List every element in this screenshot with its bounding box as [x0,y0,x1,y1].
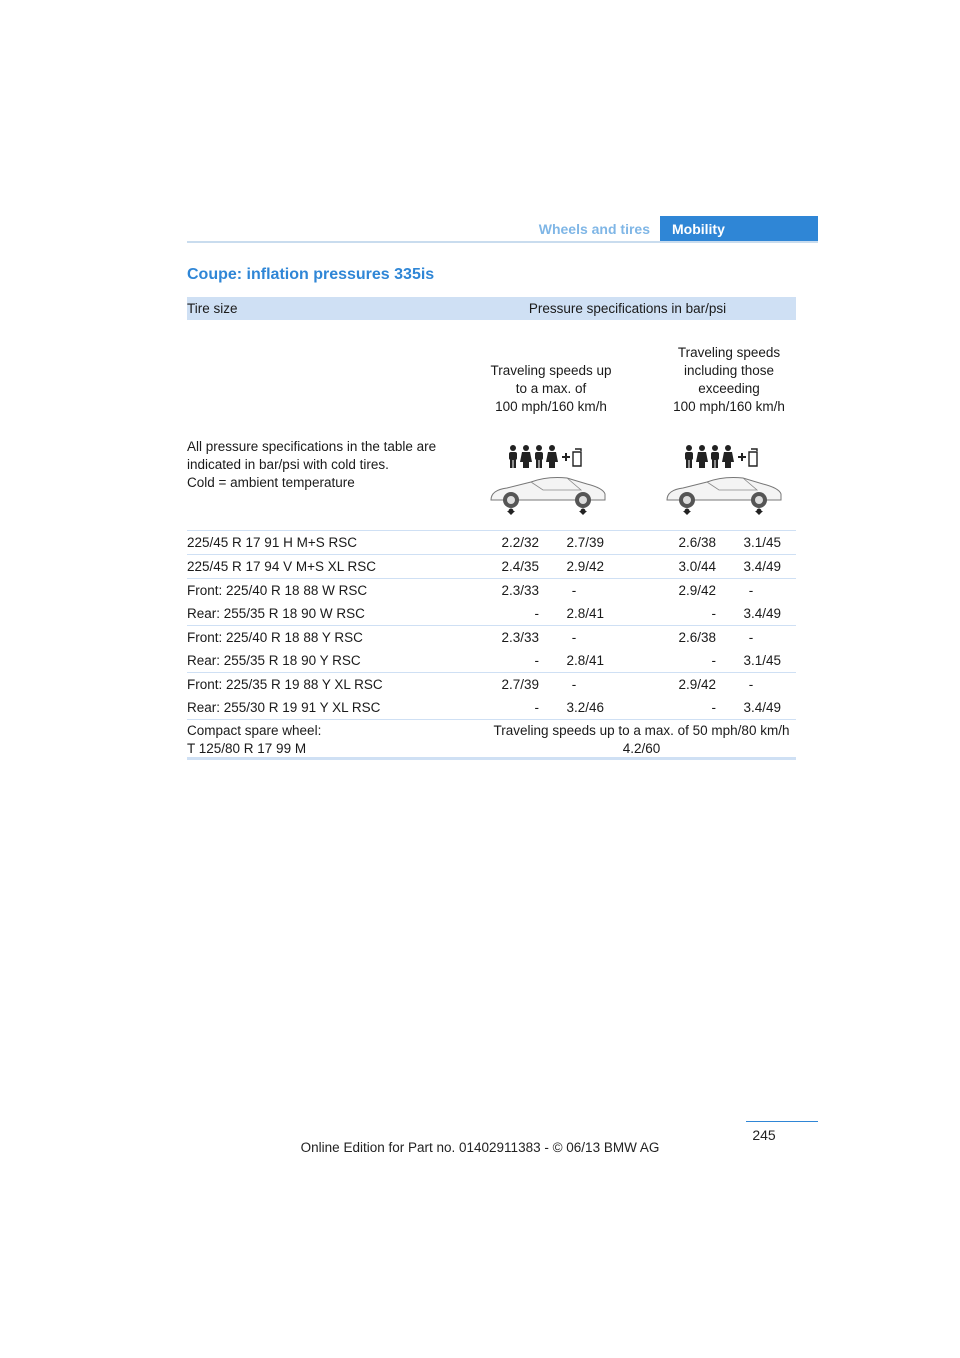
table-row [187,672,796,696]
speed-label-normal [481,362,621,416]
page-number: 245 [752,1127,776,1143]
table-row [187,602,796,625]
pressure-value: - [748,677,754,692]
spare-pressure: 4.2/60 [622,741,661,756]
header-section-label: Wheels and tires [538,221,650,237]
tire-size: Rear: 255/30 R 19 91 Y XL RSC [187,700,381,715]
footer-edition: Online Edition for Part no. 01402911383 - © 06/13 BMW AG [300,1140,660,1155]
pressure-value: - [711,606,716,621]
pressure-value: 3.4/49 [743,700,781,715]
header-rule [187,241,818,243]
pressure-value: 2.9/42 [566,559,604,574]
pressure-value: - [571,583,577,598]
note-line: Cold = ambient temperature [187,475,355,490]
spare-wheel-spec [487,722,796,758]
table-row [187,649,796,672]
pressure-value: 3.4/49 [743,606,781,621]
note-line: indicated in bar/psi with cold tires. [187,457,389,472]
tire-size: Front: 225/35 R 19 88 Y XL RSC [187,677,383,692]
speed-label-high-line: Traveling speeds [677,345,781,360]
pressure-value: 2.3/33 [501,630,539,645]
speed-label-high-line: exceeding [698,381,760,396]
pressure-value: 2.2/32 [501,535,539,550]
table-subheader [187,320,796,530]
pressure-value: 2.8/41 [566,606,604,621]
pressure-value: 3.0/44 [678,559,716,574]
pressure-value: 2.7/39 [501,677,539,692]
pressure-value: 2.4/35 [501,559,539,574]
table-row [187,578,796,602]
col-tire-size: Tire size [187,301,238,316]
tire-size: Front: 225/40 R 18 88 Y RSC [187,630,363,645]
pressure-value: - [711,653,716,668]
pressure-value: - [534,700,539,715]
pressure-value: 3.1/45 [743,653,781,668]
table-header [187,297,796,320]
pressure-value: - [571,677,577,692]
speed-label-high [659,344,799,416]
pressure-value: - [534,606,539,621]
tire-size: Front: 225/40 R 18 88 W RSC [187,583,368,598]
pressure-value: 2.3/33 [501,583,539,598]
page-title: Coupe: inflation pressures 335is [187,266,435,283]
spare-speed-limit: Traveling speeds up to a max. of 50 mph/80 km/h [493,723,790,738]
speed-label-high-line: 100 mph/160 km/h [673,399,785,414]
pressure-value: 3.2/46 [566,700,604,715]
speed-label-high-line: including those [683,363,775,378]
page-number-rule [746,1121,818,1122]
pressure-value: 2.9/42 [678,677,716,692]
spare-label-line: T 125/80 R 17 99 M [187,741,307,756]
pressure-value: - [534,653,539,668]
tire-size: 225/45 R 17 91 H M+S RSC [187,535,357,550]
pressure-value: 2.6/38 [678,535,716,550]
speed-label-normal-line: Traveling speeds up [490,363,612,378]
header-chapter-tab: Mobility [660,216,818,242]
pressure-value: - [571,630,577,645]
speed-label-normal-line: to a max. of [515,381,587,396]
load-pictogram-icon [663,444,793,516]
pressure-value: 2.9/42 [678,583,716,598]
pressure-value: 2.7/39 [566,535,604,550]
tire-size: 225/45 R 17 94 V M+S XL RSC [187,559,376,574]
spare-wheel-label [187,722,321,758]
speed-label-normal-line: 100 mph/160 km/h [495,399,607,414]
pressure-value: - [748,630,754,645]
note-line: All pressure specifications in the table are [187,439,437,454]
pressure-value: 2.8/41 [566,653,604,668]
pressure-value: 3.4/49 [743,559,781,574]
tire-size: Rear: 255/35 R 18 90 W RSC [187,606,365,621]
cold-tire-note [187,438,455,492]
pressure-value: 2.6/38 [678,630,716,645]
pressure-value: - [748,583,754,598]
table-row [187,530,796,554]
pressure-table [187,297,796,760]
spare-wheel-row [187,719,796,757]
table-row [187,554,796,578]
tire-size: Rear: 255/35 R 18 90 Y RSC [187,653,361,668]
table-row [187,625,796,649]
col-pressure: Pressure specifications in bar/psi [528,301,727,316]
spare-label-line: Compact spare wheel: [187,723,322,738]
pressure-value: 3.1/45 [743,535,781,550]
pressure-value: - [711,700,716,715]
load-pictogram-icon [487,444,617,516]
table-row [187,696,796,719]
